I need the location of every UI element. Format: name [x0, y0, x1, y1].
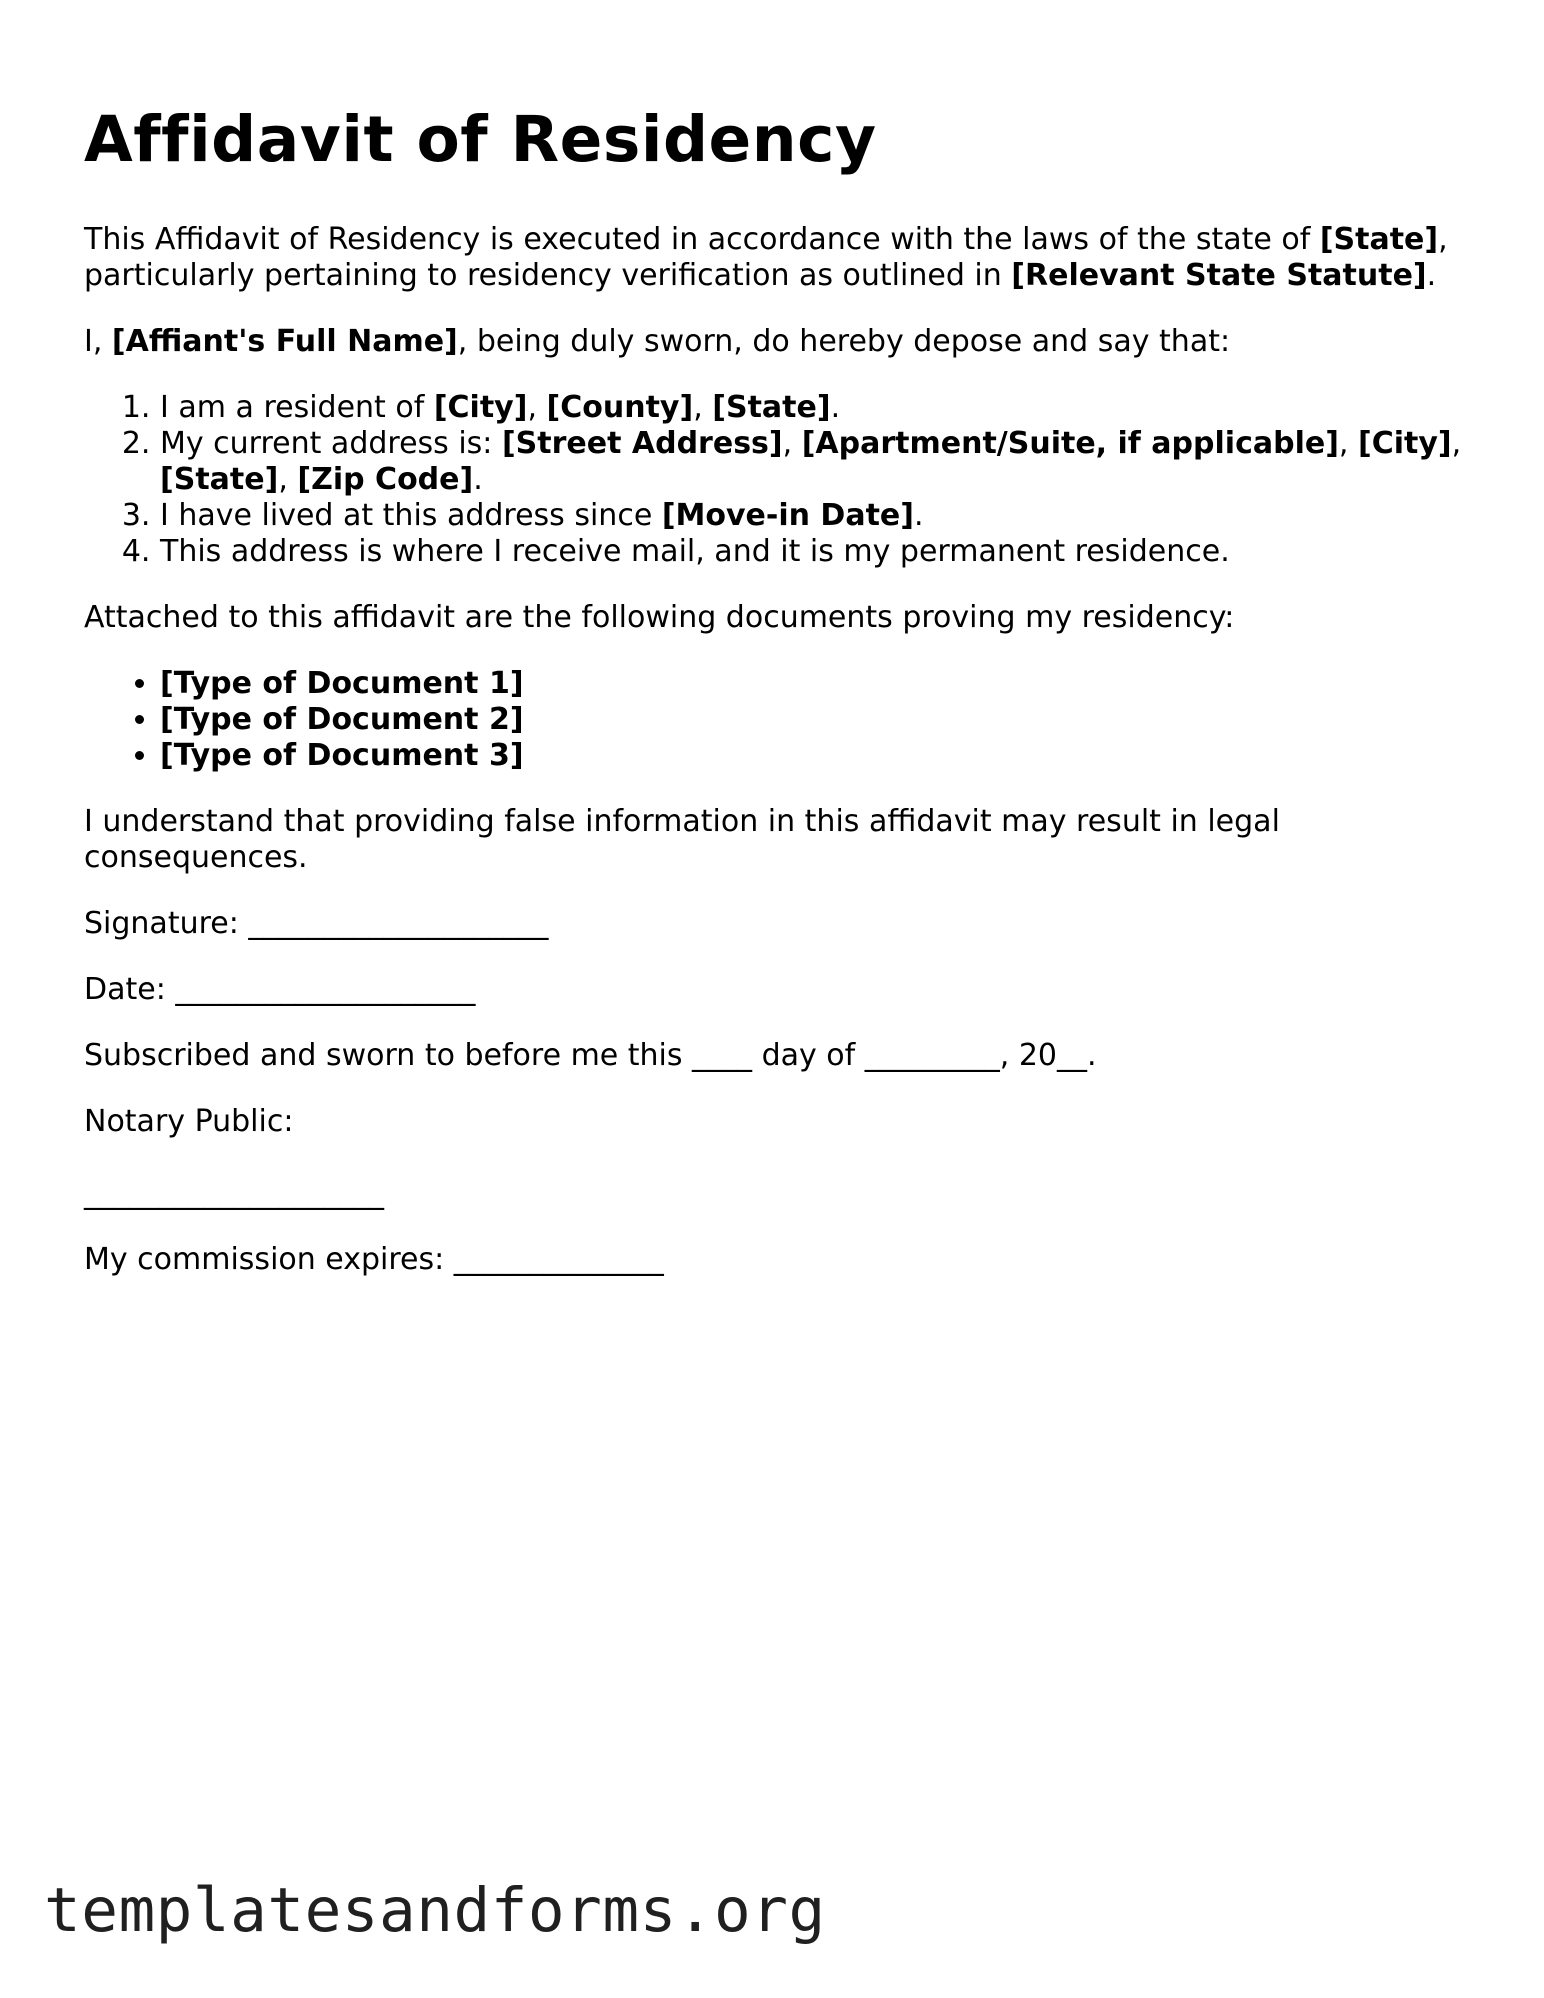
documents-intro: Attached to this affidavit are the following documents proving my residency:: [84, 600, 1235, 635]
separator: .: [830, 390, 841, 425]
commission-line: My commission expires: ______________: [84, 1242, 664, 1277]
statements-list: [84, 390, 1474, 570]
watermark: templatesandforms.org: [44, 1875, 826, 1946]
city-placeholder: [City]: [433, 390, 528, 425]
document-item: • [Type of Document 2]: [160, 702, 1474, 738]
separator: .: [913, 498, 924, 533]
separator: ,: [1451, 426, 1462, 461]
document-item: • [Type of Document 3]: [160, 738, 1474, 774]
statement-text: I have lived at this address since: [160, 498, 662, 533]
street-address-placeholder: [Street Address]: [501, 426, 783, 461]
separator: ,: [527, 390, 547, 425]
declaration-text-2: , being duly sworn, do hereby depose and say that:: [457, 324, 1231, 359]
warning-paragraph: I understand that providing false information in this affidavit may result in legal consequences.: [84, 804, 1280, 875]
separator: ,: [1338, 426, 1358, 461]
intro-text-1: This Affidavit of Residency is executed in accordance with the laws of the state of: [84, 222, 1320, 257]
notary-signature-line: ____________________: [84, 1176, 384, 1211]
statement-item: [160, 390, 1474, 426]
move-in-date-placeholder: [Move-in Date]: [661, 498, 914, 533]
statement-text: I am a resident of: [160, 390, 434, 425]
affiant-name-placeholder: [Affiant's Full Name]: [111, 324, 458, 359]
declaration-text-1: I,: [84, 324, 112, 359]
city-placeholder: [City]: [1357, 426, 1452, 461]
documents-list: [84, 666, 1474, 774]
statement-item: [160, 498, 1474, 534]
date-line: Date: ____________________: [84, 972, 476, 1007]
statement-text: My current address is:: [160, 426, 502, 461]
intro-paragraph: [84, 222, 1474, 294]
declaration-paragraph: [84, 324, 1474, 360]
separator: ,: [278, 462, 298, 497]
signature-line: Signature: ____________________: [84, 906, 549, 941]
statute-placeholder: [Relevant State Statute]: [1011, 258, 1427, 293]
statement-text: This address is where I receive mail, and it is my permanent residence.: [160, 534, 1230, 569]
state-placeholder: [State]: [1319, 222, 1439, 257]
document: [84, 100, 1474, 1308]
zip-code-placeholder: [Zip Code]: [297, 462, 474, 497]
separator: .: [473, 462, 483, 497]
statement-item: [160, 534, 1474, 570]
sworn-line: Subscribed and sworn to before me this ____ day of _________, 20__.: [84, 1038, 1097, 1073]
county-placeholder: [County]: [546, 390, 694, 425]
apartment-placeholder: [Apartment/Suite, if applicable]: [801, 426, 1339, 461]
state-placeholder: [State]: [712, 390, 831, 425]
intro-text-3: .: [1426, 258, 1437, 293]
notary-label: Notary Public:: [84, 1104, 294, 1139]
statement-item: [160, 426, 1474, 498]
separator: ,: [693, 390, 713, 425]
page-title: Affidavit of Residency: [84, 103, 877, 176]
document-item: • [Type of Document 1]: [160, 666, 1474, 702]
separator: ,: [782, 426, 802, 461]
state-placeholder: [State]: [160, 462, 279, 497]
intro-text-2: , particularly pertaining to residency verification as outlined in: [84, 222, 1448, 293]
